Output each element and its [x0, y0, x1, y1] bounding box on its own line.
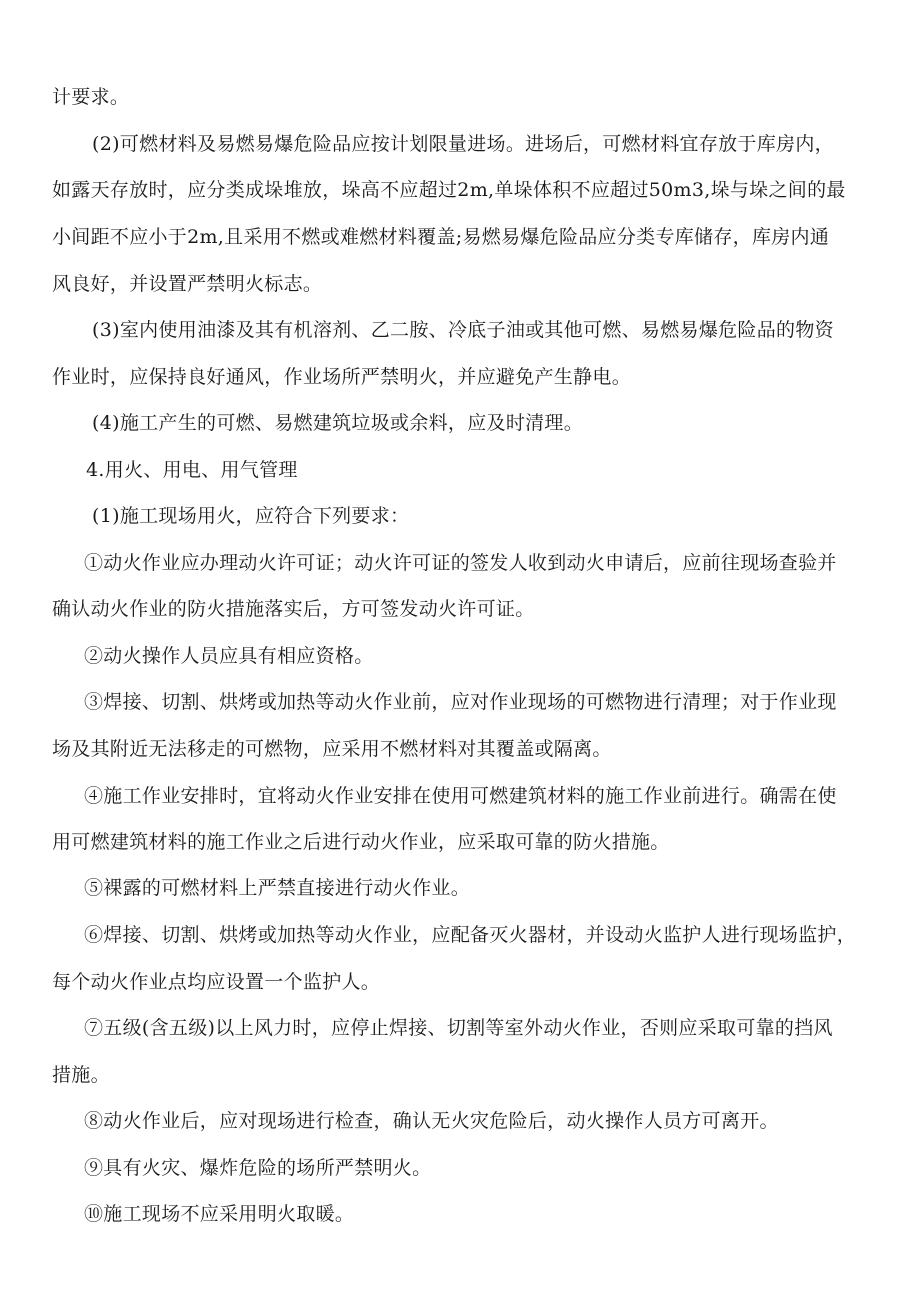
- text-line: 如露天存放时，应分类成垛堆放，垛高不应超过2m,单垛体积不应超过50m3,垛与垛之间的最: [52, 179, 846, 201]
- text-line: 每个动火作业点均应设置一个监护人。: [52, 971, 381, 993]
- text-line: ⑧动火作业后，应对现场进行检查，确认无火灾危险后，动火操作人员方可离开。: [84, 1110, 779, 1132]
- text-line: 确认动火作业的防火措施落实后，方可签发动火许可证。: [52, 598, 535, 620]
- text-line: ①动火作业应办理动火许可证；动火许可证的签发人收到动火申请后，应前往现场查验并: [84, 552, 837, 574]
- text-line: (2)可燃材料及易燃易爆危险品应按计划限量进场。进场后，可燃材料宜存放于库房内，: [92, 133, 834, 155]
- text-line: 作业时，应保持良好通风，作业场所严禁明火，并应避免产生静电。: [52, 366, 632, 388]
- text-line: (1)施工现场用火，应符合下列要求：: [92, 505, 410, 527]
- text-line: ⑦五级(含五级)以上风力时，应停止焊接、切割等室外动火作业，否则应采取可靠的挡风: [84, 1017, 833, 1039]
- text-line: ④施工作业安排时，宜将动火作业安排在使用可燃建筑材料的施工作业前进行。确需在使: [84, 785, 837, 807]
- text-line: 措施。: [52, 1064, 110, 1086]
- text-line: (4)施工产生的可燃、易燃建筑垃圾或余料，应及时清理。: [92, 412, 584, 434]
- text-line: 计要求。: [52, 86, 130, 108]
- text-line: ③焊接、切割、烘烤或加热等动火作业前，应对作业现场的可燃物进行清理；对于作业现: [84, 691, 837, 713]
- text-line: 用可燃建筑材料的施工作业之后进行动火作业，应采取可靠的防火措施。: [52, 831, 670, 853]
- section-heading: 4.用火、用电、用气管理: [86, 459, 298, 481]
- text-line: 小间距不应小于2m,且采用不燃或难燃材料覆盖;易燃易爆危险品应分类专库储存，库房内通: [52, 226, 830, 248]
- text-line: 场及其附近无法移走的可燃物，应采用不燃材料对其覆盖或隔离。: [52, 738, 612, 760]
- text-line: ②动火操作人员应具有相应资格。: [84, 645, 374, 667]
- text-line: ⑥焊接、切割、烘烤或加热等动火作业，应配备灭火器材，并设动火监护人进行现场监护，: [84, 924, 857, 946]
- text-line: (3)室内使用油漆及其有机溶剂、乙二胺、冷底子油或其他可燃、易燃易爆危险品的物资: [92, 319, 834, 341]
- text-line: ⑨具有火灾、爆炸危险的场所严禁明火。: [84, 1157, 432, 1179]
- text-line: ⑤裸露的可燃材料上严禁直接进行动火作业。: [84, 877, 471, 899]
- text-line: 风良好，并设置严禁明火标志。: [52, 273, 323, 295]
- text-line: ⑩施工现场不应采用明火取暖。: [84, 1203, 355, 1225]
